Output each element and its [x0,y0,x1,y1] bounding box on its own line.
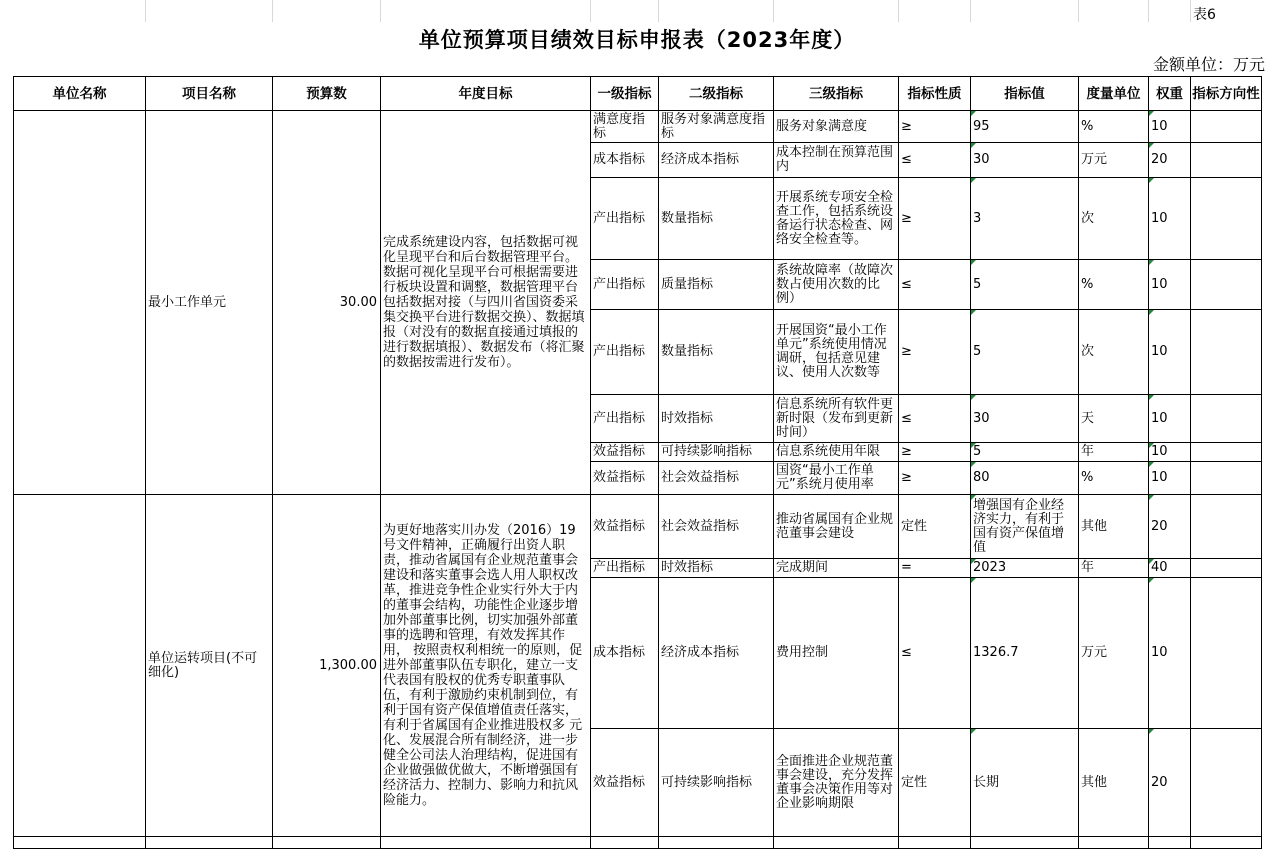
direction-cell [1191,111,1262,143]
level1-cell: 成本指标 [591,578,659,729]
empty-cell [971,837,1079,849]
level3-cell: 开展系统专项安全检查工作，包括系统设备运行状态检查、网络安全检查等。 [774,178,899,260]
header-annual-goal: 年度目标 [381,77,591,111]
level2-cell: 数量指标 [659,178,774,260]
level2-cell: 数量指标 [659,310,774,395]
direction-cell [1191,495,1262,559]
value-cell: 5 [971,443,1079,462]
weight-cell: 10 [1149,111,1191,143]
level3-cell: 信息系统所有软件更新时限（发布到更新时间） [774,395,899,443]
header-nature: 指标性质 [899,77,971,111]
direction-cell [1191,729,1262,837]
level1-cell: 产出指标 [591,559,659,578]
nature-cell: ≥ [899,111,971,143]
measure-unit-cell: 天 [1079,395,1149,443]
value-cell: 5 [971,260,1079,310]
measure-unit-cell: 其他 [1079,495,1149,559]
measure-unit-cell: 次 [1079,178,1149,260]
weight-cell: 10 [1149,462,1191,495]
level3-cell: 系统故障率（故障次数占使用次数的比例） [774,260,899,310]
level3-cell: 成本控制在预算范围内 [774,143,899,178]
header-budget: 预算数 [273,77,381,111]
nature-cell: ≤ [899,260,971,310]
nature-cell: ≥ [899,310,971,395]
value-cell: 5 [971,310,1079,395]
level2-cell: 社会效益指标 [659,462,774,495]
value-cell: 长期 [971,729,1079,837]
annual-goal-cell: 完成系统建设内容，包括数据可视化呈现平台和后台数据管理平台。数据可视化呈现平台可根据需要进行板块设置和调整，数据管理平台包括数据对接（与四川省国资委采集交换平台进行数据交换）、数据填报（对没有的数据直接通过填报的进行数据填报）、数据发布（将汇聚的数据按需进行发布）。 [381,111,591,495]
performance-table [13,76,1262,849]
level2-cell: 经济成本指标 [659,143,774,178]
header-project-name: 项目名称 [146,77,273,111]
measure-unit-cell: 年 [1079,559,1149,578]
measure-unit-cell: 万元 [1079,143,1149,178]
level1-cell: 产出指标 [591,178,659,260]
level1-cell: 效益指标 [591,729,659,837]
header-measure-unit: 度量单位 [1079,77,1149,111]
weight-cell: 20 [1149,143,1191,178]
level2-cell: 可持续影响指标 [659,443,774,462]
empty-cell [899,837,971,849]
level1-cell: 成本指标 [591,143,659,178]
annual-goal-cell: 为更好地落实川办发（2016）19号文件精神，正确履行出资人职责，推动省属国有企业规范董事会建设和落实董事会选人用人职权改革，推进竞争性企业实行外大于内的董事会结构，功能性企业逐步增加外部董事比例，切实加强外部董事的选聘和管理，有效发挥其作用， 按照责权利相统一的原则，促进外部董事队伍专职化，建立一支代表国有股权的优秀专职董事队伍，有利于激励约束机制到位，有利于国有资产保值增值责任落实，有利于省属国有企业推进股权多 元化、发展混合所有制经济，进一步健全公司法人治理结构，促进国有企业做强做优做大，不断增强国有经济活力、控制力、影响力和抗风险能力。 [381,495,591,837]
budget-cell: 30.00 [273,111,381,495]
measure-unit-cell: % [1079,260,1149,310]
project-name-cell: 最小工作单元 [146,111,273,495]
level3-cell: 国资“最小工作单元”系统月使用率 [774,462,899,495]
empty-cell [1191,837,1262,849]
table-row [14,111,1262,143]
weight-cell: 10 [1149,310,1191,395]
direction-cell [1191,178,1262,260]
weight-cell: 10 [1149,443,1191,462]
header-value: 指标值 [971,77,1079,111]
level2-cell: 社会效益指标 [659,495,774,559]
direction-cell [1191,143,1262,178]
measure-unit-cell: 年 [1079,443,1149,462]
nature-cell: ≥ [899,443,971,462]
nature-cell: ≤ [899,578,971,729]
table-row [14,837,1262,849]
page-title: 单位预算项目绩效目标申报表（2023年度） [418,28,856,52]
value-cell: 1326.7 [971,578,1079,729]
weight-cell: 10 [1149,178,1191,260]
level2-cell: 经济成本指标 [659,578,774,729]
level2-cell: 质量指标 [659,260,774,310]
level3-cell: 服务对象满意度 [774,111,899,143]
level1-cell: 产出指标 [591,260,659,310]
project-name-cell: 单位运转项目(不可细化) [146,495,273,837]
level1-cell: 效益指标 [591,462,659,495]
header-level2: 二级指标 [659,77,774,111]
value-cell: 80 [971,462,1079,495]
direction-cell [1191,260,1262,310]
empty-cell [1079,837,1149,849]
measure-unit-cell: % [1079,111,1149,143]
level3-cell: 推动省属国有企业规范董事会建设 [774,495,899,559]
measure-unit-cell: 其他 [1079,729,1149,837]
nature-cell: ≤ [899,395,971,443]
measure-unit-cell: 次 [1079,310,1149,395]
weight-cell: 10 [1149,260,1191,310]
level3-cell: 完成期间 [774,559,899,578]
direction-cell [1191,578,1262,729]
weight-cell: 40 [1149,559,1191,578]
header-unit-name: 单位名称 [14,77,146,111]
nature-cell: 定性 [899,495,971,559]
empty-cell [14,837,146,849]
measure-unit-cell: 万元 [1079,578,1149,729]
weight-cell: 20 [1149,495,1191,559]
level1-cell: 产出指标 [591,310,659,395]
level1-cell: 效益指标 [591,443,659,462]
nature-cell: 定性 [899,729,971,837]
weight-cell: 10 [1149,578,1191,729]
empty-cell [774,837,899,849]
value-cell: 增强国有企业经济实力，有利于国有资产保值增值 [971,495,1079,559]
value-cell: 30 [971,395,1079,443]
empty-cell [381,837,591,849]
nature-cell: ≥ [899,178,971,260]
nature-cell: ≤ [899,143,971,178]
empty-cell [1149,837,1191,849]
level1-cell: 满意度指标 [591,111,659,143]
header-row [14,77,1262,111]
level2-cell: 时效指标 [659,395,774,443]
level2-cell: 可持续影响指标 [659,729,774,837]
spreadsheet-grid-top [0,0,1274,22]
value-cell: 2023 [971,559,1079,578]
level3-cell: 费用控制 [774,578,899,729]
table-row [14,495,1262,559]
header-level3: 三级指标 [774,77,899,111]
direction-cell [1191,310,1262,395]
level1-cell: 产出指标 [591,395,659,443]
measure-unit-cell: % [1079,462,1149,495]
level3-cell: 开展国资“最小工作单元”系统使用情况调研，包括意见建议、使用人次数等 [774,310,899,395]
unit-name-cell [14,111,146,495]
value-cell: 95 [971,111,1079,143]
amount-unit-label: 金额单位：万元 [1152,55,1265,74]
empty-cell [146,837,273,849]
level1-cell: 效益指标 [591,495,659,559]
empty-cell [659,837,774,849]
level2-cell: 服务对象满意度指标 [659,111,774,143]
level3-cell: 信息系统使用年限 [774,443,899,462]
weight-cell: 10 [1149,395,1191,443]
header-level1: 一级指标 [591,77,659,111]
value-cell: 3 [971,178,1079,260]
direction-cell [1191,462,1262,495]
direction-cell [1191,395,1262,443]
value-cell: 30 [971,143,1079,178]
direction-cell [1191,559,1262,578]
direction-cell [1191,443,1262,462]
level3-cell: 全面推进企业规范董事会建设，充分发挥董事会决策作用等对企业影响期限 [774,729,899,837]
budget-cell: 1,300.00 [273,495,381,837]
level2-cell: 时效指标 [659,559,774,578]
table-number: 表6 [1193,7,1216,23]
empty-cell [591,837,659,849]
weight-cell: 20 [1149,729,1191,837]
unit-name-cell [14,495,146,837]
nature-cell: ≥ [899,462,971,495]
header-direction: 指标方向性 [1191,77,1262,111]
nature-cell: = [899,559,971,578]
header-weight: 权重 [1149,77,1191,111]
empty-cell [273,837,381,849]
